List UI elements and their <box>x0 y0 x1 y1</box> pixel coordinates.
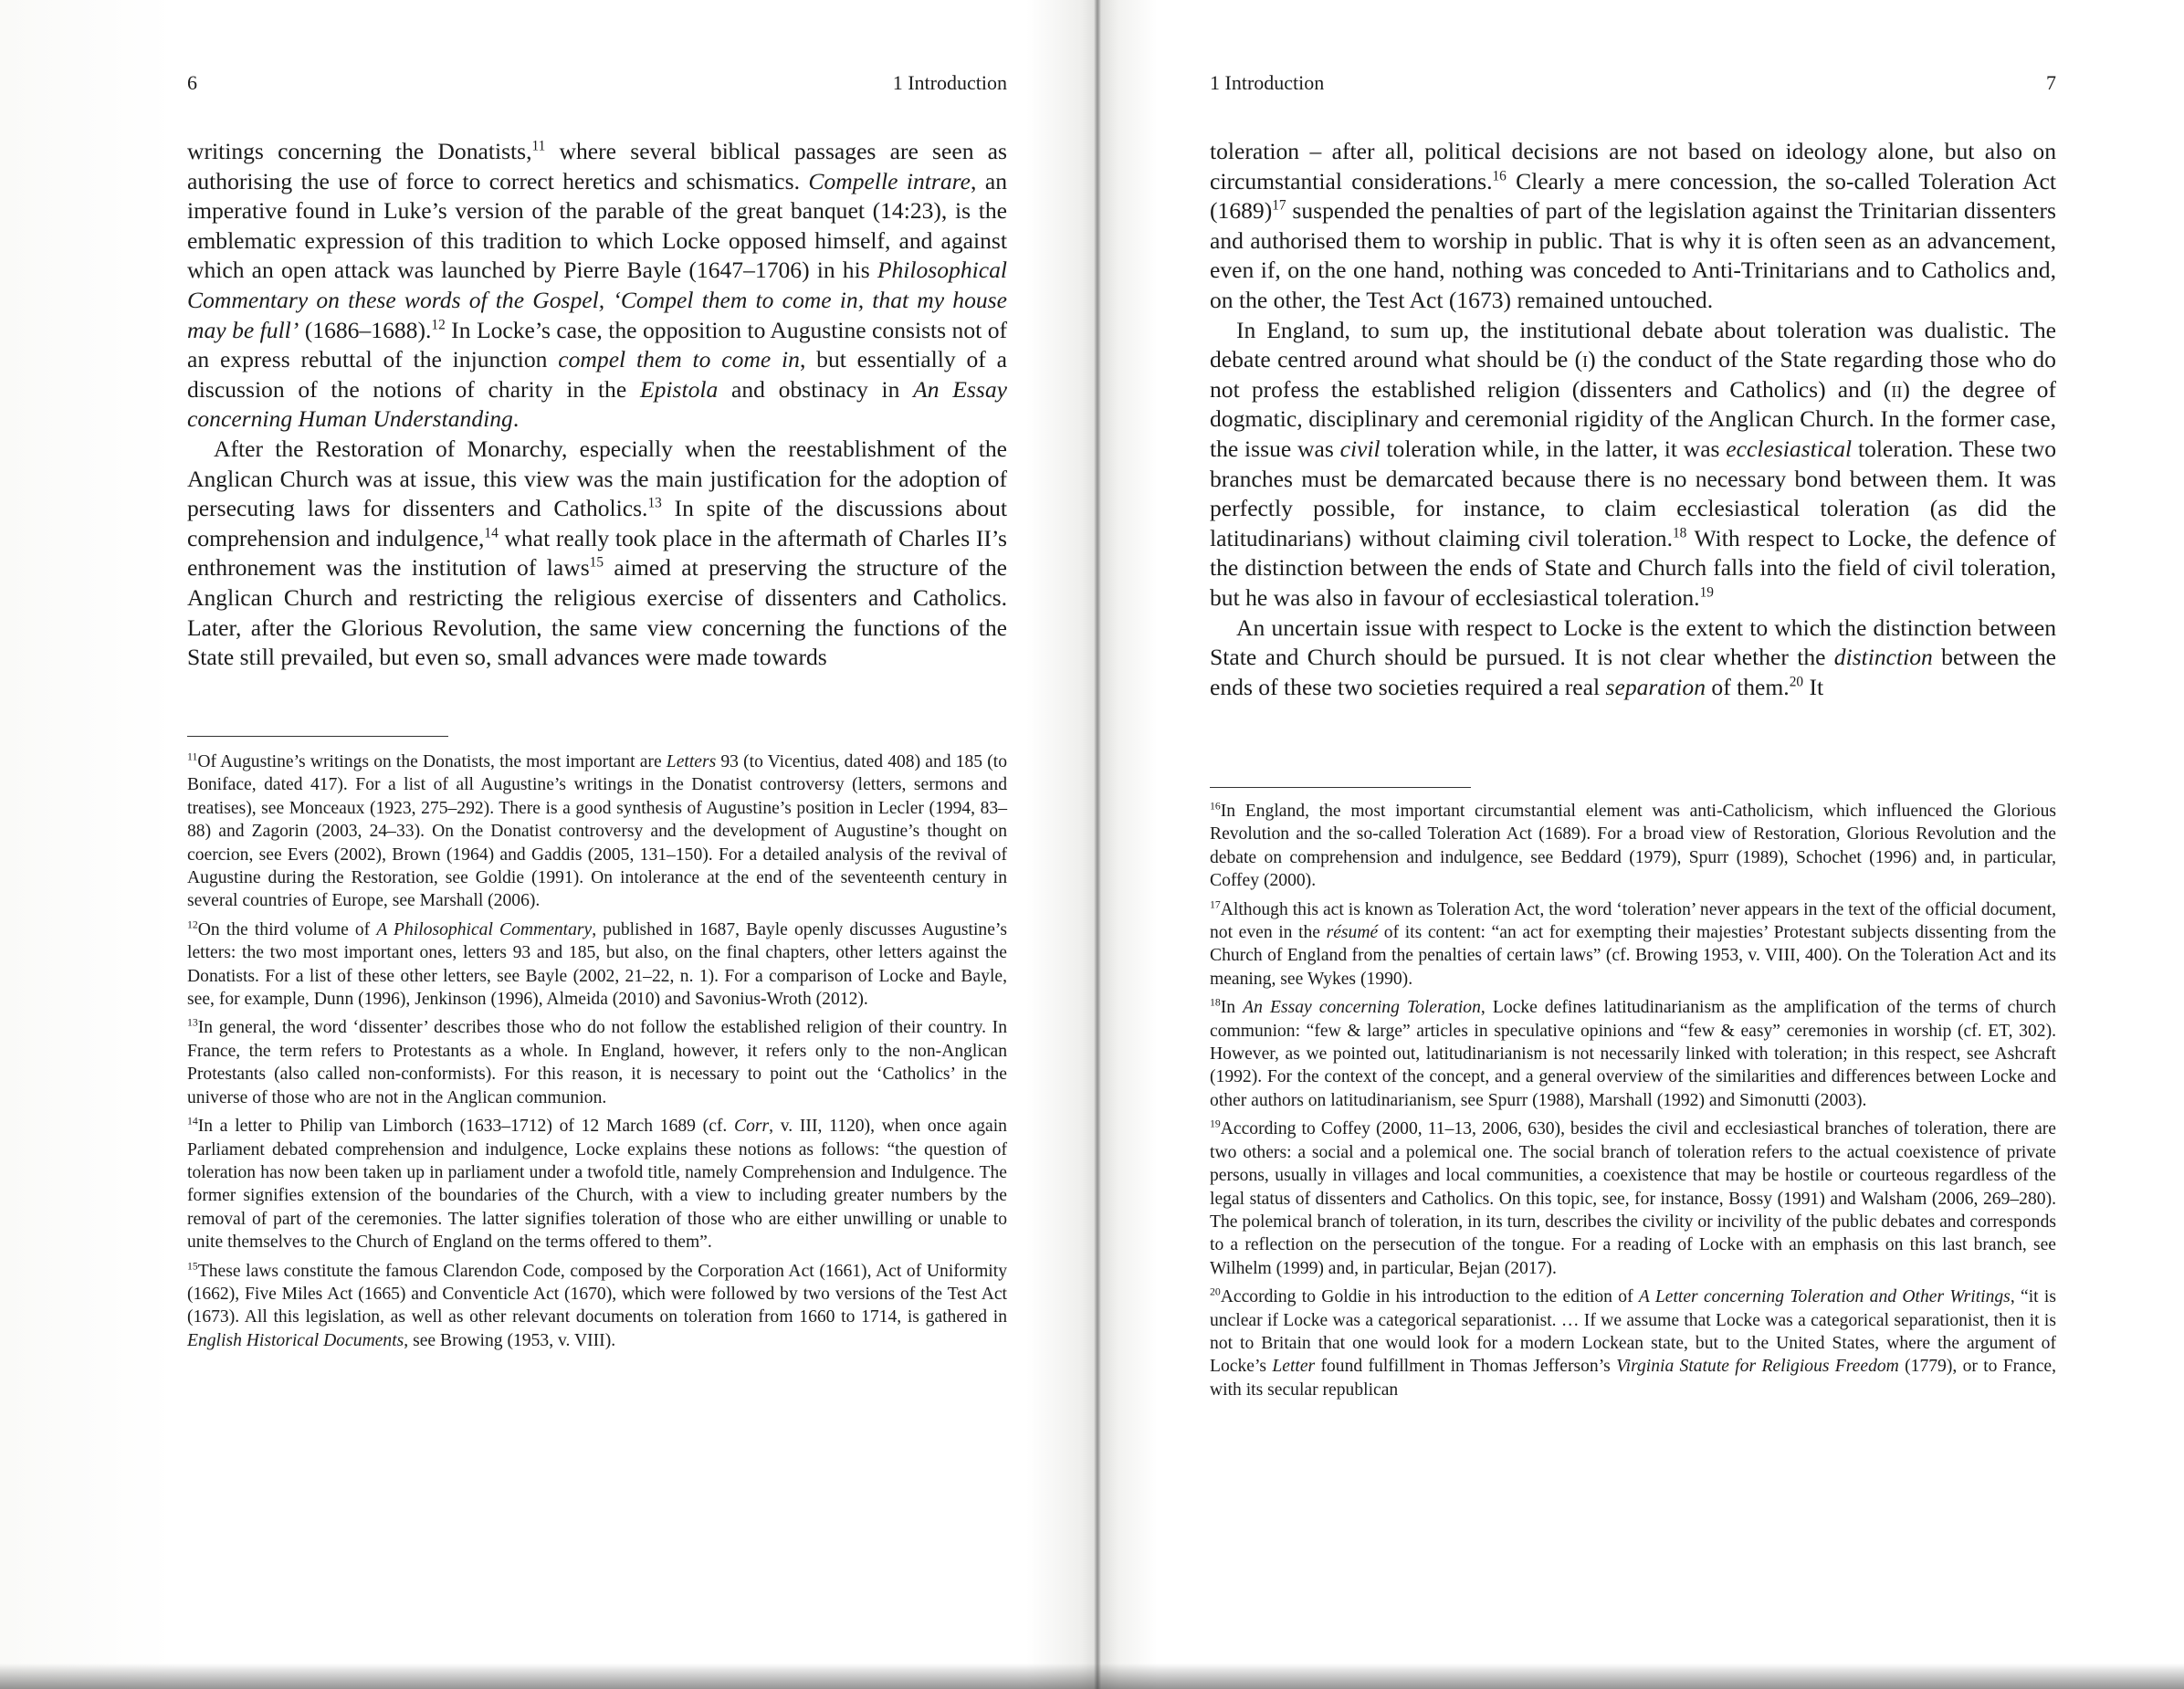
footnote-12: $^{12}$On the third volume of A Philosophical Commentary, published in 1687, Bayle openly discusses Augustine’s letters: the two most important ones, letters 93 and 185, but also, on the final chapters, other letters against the Donatists. For a list of these other letters, see Bayle (2002, 21–22, n. 1). For a comparison of Locke and Bayle, see, for example, Dunn (1996), Jenkinson (1996), Almeida (2010) and Savonius-Wroth (2012). <box>187 918 1007 1010</box>
footnote-19: $^{19}$According to Coffey (2000, 11–13, 2006, 630), besides the civil and ecclesiastical branches of toleration, there are two others: a social and a polemical one. The social branch of toleration refers to the actual coexistence of private persons, usually in villages and local communities, a coexistence that may be hostile or courteous regardless of the legal status of dissenters and Catholics. On this topic, see, for instance, Bossy (1991) and Walsham (2006, 269–280). The polemical branch of toleration, in its turn, describes the civility or incivility of the public debates and corresponds to a reflection on the persecution of the tongue. For a reading of Locke with an emphasis on this last branch, see Wilhelm (1999) and, in particular, Bejan (2017). <box>1210 1117 2056 1278</box>
left-running-head: 1 Introduction <box>892 71 1007 94</box>
left-page-header <box>187 71 1007 102</box>
right-page-number: 7 <box>2046 71 2056 94</box>
right-paragraph-1: toleration – after all, political decisions are not based on ideology alone, but also on circumstantial considerations.$^{16}$ Clearly a mere concession, the so-called Toleration Act $(1689)^{17}$ suspended the penalties of part of the legislation against the Trinitarian dissenters and authorised them to worship in public. That is why it is often seen as an advancement, even if, on the one hand, nothing was conceded to Anti-Trinitarians and to Catholics and, on the other, the Test Act (1673) remained untouched. <box>1210 138 2056 313</box>
footnote-15: $^{15}$These laws constitute the famous Clarendon Code, composed by the Corporation Act (1661), Act of Uniformity (1662), Five Miles Act (1665) and Conventicle Act (1670), which were followed by two versions of the Test Act (1673). All this legislation, as well as other relevant documents on toleration from 1660 to 1714, is gathered in English Historical Documents, see Browing (1953, v. VIII). <box>187 1260 1007 1350</box>
right-page-header <box>1210 71 2056 102</box>
right-footnote-rule <box>1210 787 1471 788</box>
left-footnotes <box>187 750 1007 1358</box>
left-page-number: 6 <box>187 71 197 94</box>
book-gutter <box>1094 0 1101 1689</box>
left-footnote-rule <box>187 736 448 737</box>
left-body-text <box>187 137 1007 673</box>
left-paragraph-2: After the Restoration of Monarchy, especially when the reestablishment of the Anglican Church was at issue, this view was the main justification for the adoption of persecuting laws for dissenters and Catholics.$^{13}$ In spite of the discussions about comprehension and indulgence,$^{14}$ what really took place in the aftermath of Charles II’s enthronement was the institution of laws$^{15}$ aimed at preserving the structure of the Anglican Church and restricting the religious exercise of dissenters and Catholics. Later, after the Glorious Revolution, the same view concerning the functions of the State still prevailed, but even so, small advances were made towards <box>187 435 1008 671</box>
footnote-18: $^{18}$In An Essay concerning Toleration, Locke defines latitudinarianism as the amplification of the terms of church communion: “few & large” articles in speculative opinions and “few & easy” ceremonies in worship (cf. ET, 302). However, as we pointed out, latitudinarianism is not necessarily linked with toleration; in this respect, see Ashcraft (1992). For the context of the concept, and a general overview of the similarities and differences between Locke and other authors on latitudinarianism, see Spurr (1988), Marshall (1992) and Simonutti (2003). <box>1210 996 2056 1110</box>
right-body-text <box>1210 137 2056 702</box>
left-paragraph-1: writings concerning the Donatists,$^{11}$ where several biblical passages are seen as authorising the use of force to correct heretics and schismatics. Compelle intrare, an imperative found in Luke’s version of the parable of the great banquet (14:23), is the emblematic expression of this tradition to which Locke opposed himself, and against which an open attack was launched by Pierre Bayle (1647–1706) in his Philosophical Commentary on these words of the Gospel, ‘Compel them to come in, that my house may be full’ (1686–1688).$^{12}$ In Locke’s case, the opposition to Augustine consists not of an express rebuttal of the injunction compel them to come in, but essentially of a discussion of the notions of charity in the Epistola and obstinacy in An Essay concerning Human Understanding. <box>187 138 1008 433</box>
footnote-16: $^{16}$In England, the most important circumstantial element was anti-Catholicism, which influenced the Glorious Revolution and the so-called Toleration Act (1689). For a broad view of Restoration, Glorious Revolution and the debate on comprehension and indulgence, see Beddard (1979), Spurr (1989), Schochet (1996) and, in particular, Coffey (2000). <box>1210 800 2056 891</box>
right-page <box>1210 0 2056 1689</box>
footnote-17: $^{17}$Although this act is known as Toleration Act, the word ‘toleration’ never appears in the text of the official document, not even in the résumé of its content: “an act for exempting their majesties’ Protestant subjects dissenting from the Church of England from the penalties of certain laws” (cf. Browing 1953, v. VIII, 400). On the Toleration Act and its meaning, see Wykes (1990). <box>1210 898 2057 989</box>
footnote-14: $^{14}$In a letter to Philip van Limborch (1633–1712) of 12 March 1689 (cf. Corr, v. III, 1120), when once again Parliament debated comprehension and indulgence, Locke explains these notions as follows: “the question of toleration has now been taken up in parliament under a twofold title, namely Comprehension and Indulgence. The former signifies extension of the boundaries of the Church, with a view to including greater numbers by the removal of part of the ceremonies. The latter signifies toleration of those who are either unwilling or unable to unite themselves to the Church of England on the terms offered to them”. <box>187 1115 1007 1253</box>
right-footnotes <box>1210 800 2056 1407</box>
footnote-11: $^{11}$Of Augustine’s writings on the Donatists, the most important are Letters 93 (to Vicentius, dated 408) and 185 (to Boniface, dated 417). For a list of all Augustine’s writings in the Donatist controversy (letters, sermons and treatises), see Monceaux (1923, 275–292). There is a good synthesis of Augustine’s position in Lecler (1994, 83–88) and Zagorin (2003, 24–33). On the Donatist controversy and the development of Augustine’s thought on coercion, see Evers (2002), Brown (1964) and Gaddis (2005, 131–150). For a detailed analysis of the revival of Augustine during the Restoration, see Goldie (1991). On intolerance at the end of the seventeenth century in several countries of Europe, see Marshall (2006). <box>187 750 1007 911</box>
right-running-head: 1 Introduction <box>1210 71 1325 94</box>
footnote-20: $^{20}$According to Goldie in his introduction to the edition of A Letter concerning Toleration and Other Writings, “it is unclear if Locke was a categorical separationist. … If we assume that Locke was a categorical separationist, then it is not to Britain that one would look for a modern Lockean state, but to the United States, where the argument of Locke’s Letter found fulfillment in Thomas Jefferson’s Virginia Statute for Religious Freedom (1779), or to France, with its secular republican <box>1210 1285 2056 1400</box>
footnote-13: $^{13}$In general, the word ‘dissenter’ describes those who do not follow the established religion of their country. In France, the term refers to Protestants as a whole. In England, however, it refers only to the non-Anglican Protestants (also called non-conformists). For this reason, it is necessary to point out the ‘Catholics’ in the universe of those who are not in the Anglican communion. <box>187 1016 1007 1107</box>
right-paragraph-3: An uncertain issue with respect to Locke is the extent to which the distinction between State and Church should be pursued. It is not clear whether the distinction between the ends of these two societies required a real separation of them.$^{20}$ It <box>1210 614 2056 700</box>
left-page <box>187 0 1007 1689</box>
right-paragraph-2: In England, to sum up, the institutional debate about toleration was dualistic. The debate centred around what should be (i) the conduct of the State regarding those who do not profess the established religion (dissenters and Catholics) and (ii) the degree of dogmatic, disciplinary and ceremonial rigidity of the Anglican Church. In the former case, the issue was civil toleration while, in the latter, it was ecclesiastical toleration. These two branches must be demarcated because there is no necessary bond between them. It was perfectly possible, for instance, to claim ecclesiastical toleration (as did the latitudinarians) without claiming civil toleration.$^{18}$ With respect to Locke, the defence of the distinction between the ends of State and Church falls into the field of civil toleration, but he was also in favour of ecclesiastical toleration.$^{19}$ <box>1210 316 2056 611</box>
